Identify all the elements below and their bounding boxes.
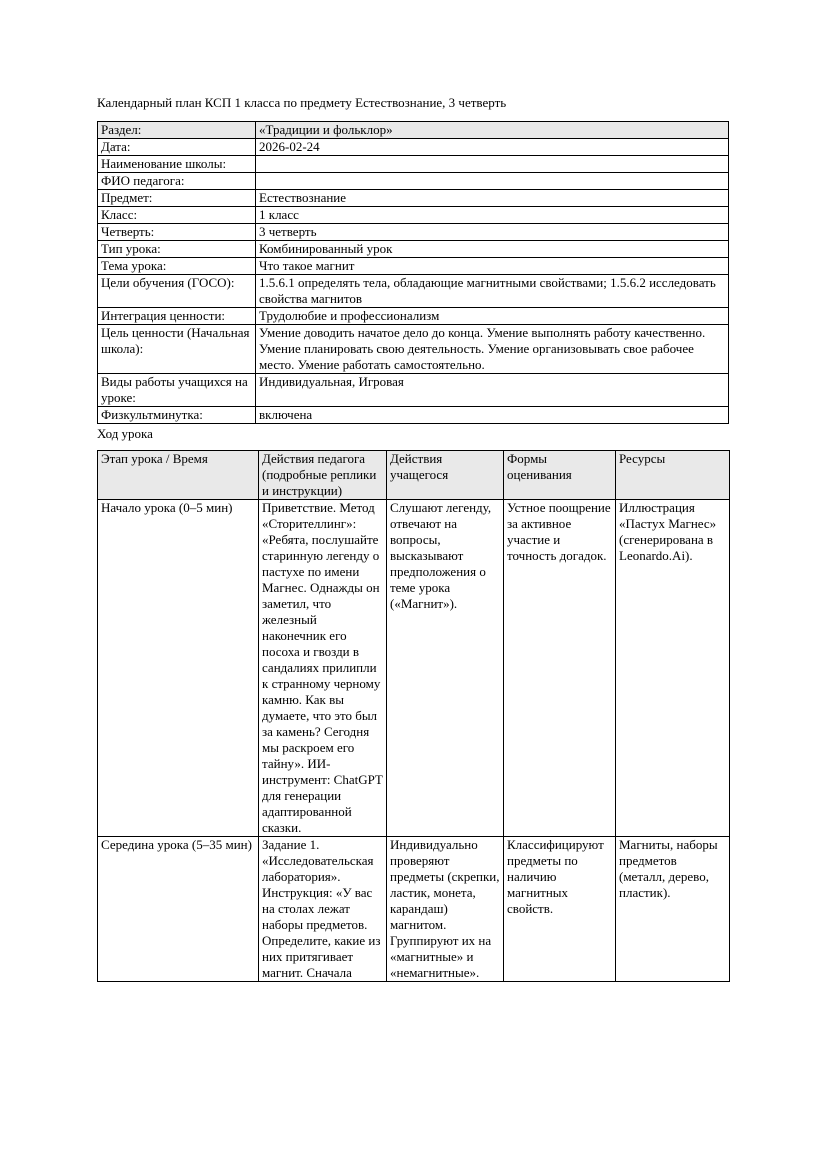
lesson-flow-table — [97, 450, 730, 982]
info-label-teacher-name: ФИО педагога: — [98, 173, 256, 190]
lesson-plan-title: Календарный план КСП 1 класса по предмету Естествознание, 3 четверть — [97, 95, 507, 110]
info-row-subject — [98, 190, 729, 207]
column-header-student-actions: Действия учащегося — [387, 451, 504, 500]
info-value-section: «Традиции и фольклор» — [256, 122, 729, 139]
info-row-section — [98, 122, 729, 139]
info-row-grade — [98, 207, 729, 224]
info-label-quarter: Четверть: — [98, 224, 256, 241]
info-value-physical-break: включена — [256, 407, 729, 424]
info-value-grade: 1 класс — [256, 207, 729, 224]
info-row-values-integration — [98, 308, 729, 325]
info-row-learning-objectives — [98, 275, 729, 308]
document-page — [97, 95, 729, 982]
info-row-lesson-topic — [98, 258, 729, 275]
info-value-quarter: 3 четверть — [256, 224, 729, 241]
cell-teacher-actions-lesson-start: Приветствие. Метод «Сторителлинг»: «Ребята, послушайте старинную легенду о пастухе по имени Магнес. Однажды он заметил, что железный наконечник его посоха и гвозди в сандалиях прилипли к странному черному камню. Как вы думаете, что это был за камень? Сегодня мы раскроем его тайну». ИИ-инструмент: ChatGPT для генерации адаптированной сказки. — [259, 500, 387, 837]
cell-stage-lesson-start: Начало урока (0–5 мин) — [98, 500, 259, 837]
info-row-physical-break — [98, 407, 729, 424]
info-value-work-types: Индивидуальная, Игровая — [256, 374, 729, 407]
column-header-assessment-forms: Формы оценивания — [504, 451, 616, 500]
flow-row-lesson-start — [98, 500, 730, 837]
info-label-physical-break: Физкультминутка: — [98, 407, 256, 424]
flow-header-row — [98, 451, 730, 500]
info-row-teacher-name — [98, 173, 729, 190]
info-value-value-goal: Умение доводить начатое дело до конца. Умение выполнять работу качественно. Умение планировать свою деятельность. Умение организовывать свое рабочее место. Умение работать самостоятельно. — [256, 325, 729, 374]
info-label-values-integration: Интеграция ценности: — [98, 308, 256, 325]
info-value-learning-objectives: 1.5.6.1 определять тела, обладающие магнитными свойствами; 1.5.6.2 исследовать свойства магнитов — [256, 275, 729, 308]
flow-row-lesson-middle — [98, 837, 730, 982]
info-row-value-goal — [98, 325, 729, 374]
info-label-school-name: Наименование школы: — [98, 156, 256, 173]
info-value-subject: Естествознание — [256, 190, 729, 207]
info-label-lesson-topic: Тема урока: — [98, 258, 256, 275]
info-value-teacher-name — [256, 173, 729, 190]
info-value-date: 2026-02-24 — [256, 139, 729, 156]
cell-assessment-lesson-middle: Классифицируют предметы по наличию магнитных свойств. — [504, 837, 616, 982]
lesson-info-table — [97, 121, 729, 424]
cell-teacher-actions-lesson-middle: Задание 1. «Исследовательская лаборатория». Инструкция: «У вас на столах лежат наборы предметов. Определите, какие из них притягивает магнит. Сначала — [259, 837, 387, 982]
info-value-lesson-type: Комбинированный урок — [256, 241, 729, 258]
info-label-value-goal: Цель ценности (Начальная школа): — [98, 325, 256, 374]
info-row-quarter — [98, 224, 729, 241]
info-label-date: Дата: — [98, 139, 256, 156]
info-value-values-integration: Трудолюбие и профессионализм — [256, 308, 729, 325]
info-value-school-name — [256, 156, 729, 173]
cell-resources-lesson-middle: Магниты, наборы предметов (металл, дерево, пластик). — [616, 837, 730, 982]
section-heading-lesson-flow: Ход урока — [97, 426, 153, 441]
info-value-lesson-topic: Что такое магнит — [256, 258, 729, 275]
info-label-work-types: Виды работы учащихся на уроке: — [98, 374, 256, 407]
info-label-subject: Предмет: — [98, 190, 256, 207]
cell-student-actions-lesson-middle: Индивидуально проверяют предметы (скрепки, ластик, монета, карандаш) магнитом. Группируют их на «магнитные» и «немагнитные». — [387, 837, 504, 982]
cell-stage-lesson-middle: Середина урока (5–35 мин) — [98, 837, 259, 982]
cell-resources-lesson-start: Иллюстрация «Пастух Магнес» (сгенерирована в Leonardo.Ai). — [616, 500, 730, 837]
column-header-stage-time: Этап урока / Время — [98, 451, 259, 500]
info-row-lesson-type — [98, 241, 729, 258]
column-header-resources: Ресурсы — [616, 451, 730, 500]
info-label-grade: Класс: — [98, 207, 256, 224]
info-label-learning-objectives: Цели обучения (ГОСО): — [98, 275, 256, 308]
info-label-section: Раздел: — [98, 122, 256, 139]
info-row-work-types — [98, 374, 729, 407]
cell-student-actions-lesson-start: Слушают легенду, отвечают на вопросы, высказывают предположения о теме урока («Магнит»). — [387, 500, 504, 837]
info-row-date — [98, 139, 729, 156]
cell-assessment-lesson-start: Устное поощрение за активное участие и точность догадок. — [504, 500, 616, 837]
info-label-lesson-type: Тип урока: — [98, 241, 256, 258]
info-row-school-name — [98, 156, 729, 173]
column-header-teacher-actions: Действия педагога (подробные реплики и инструкции) — [259, 451, 387, 500]
